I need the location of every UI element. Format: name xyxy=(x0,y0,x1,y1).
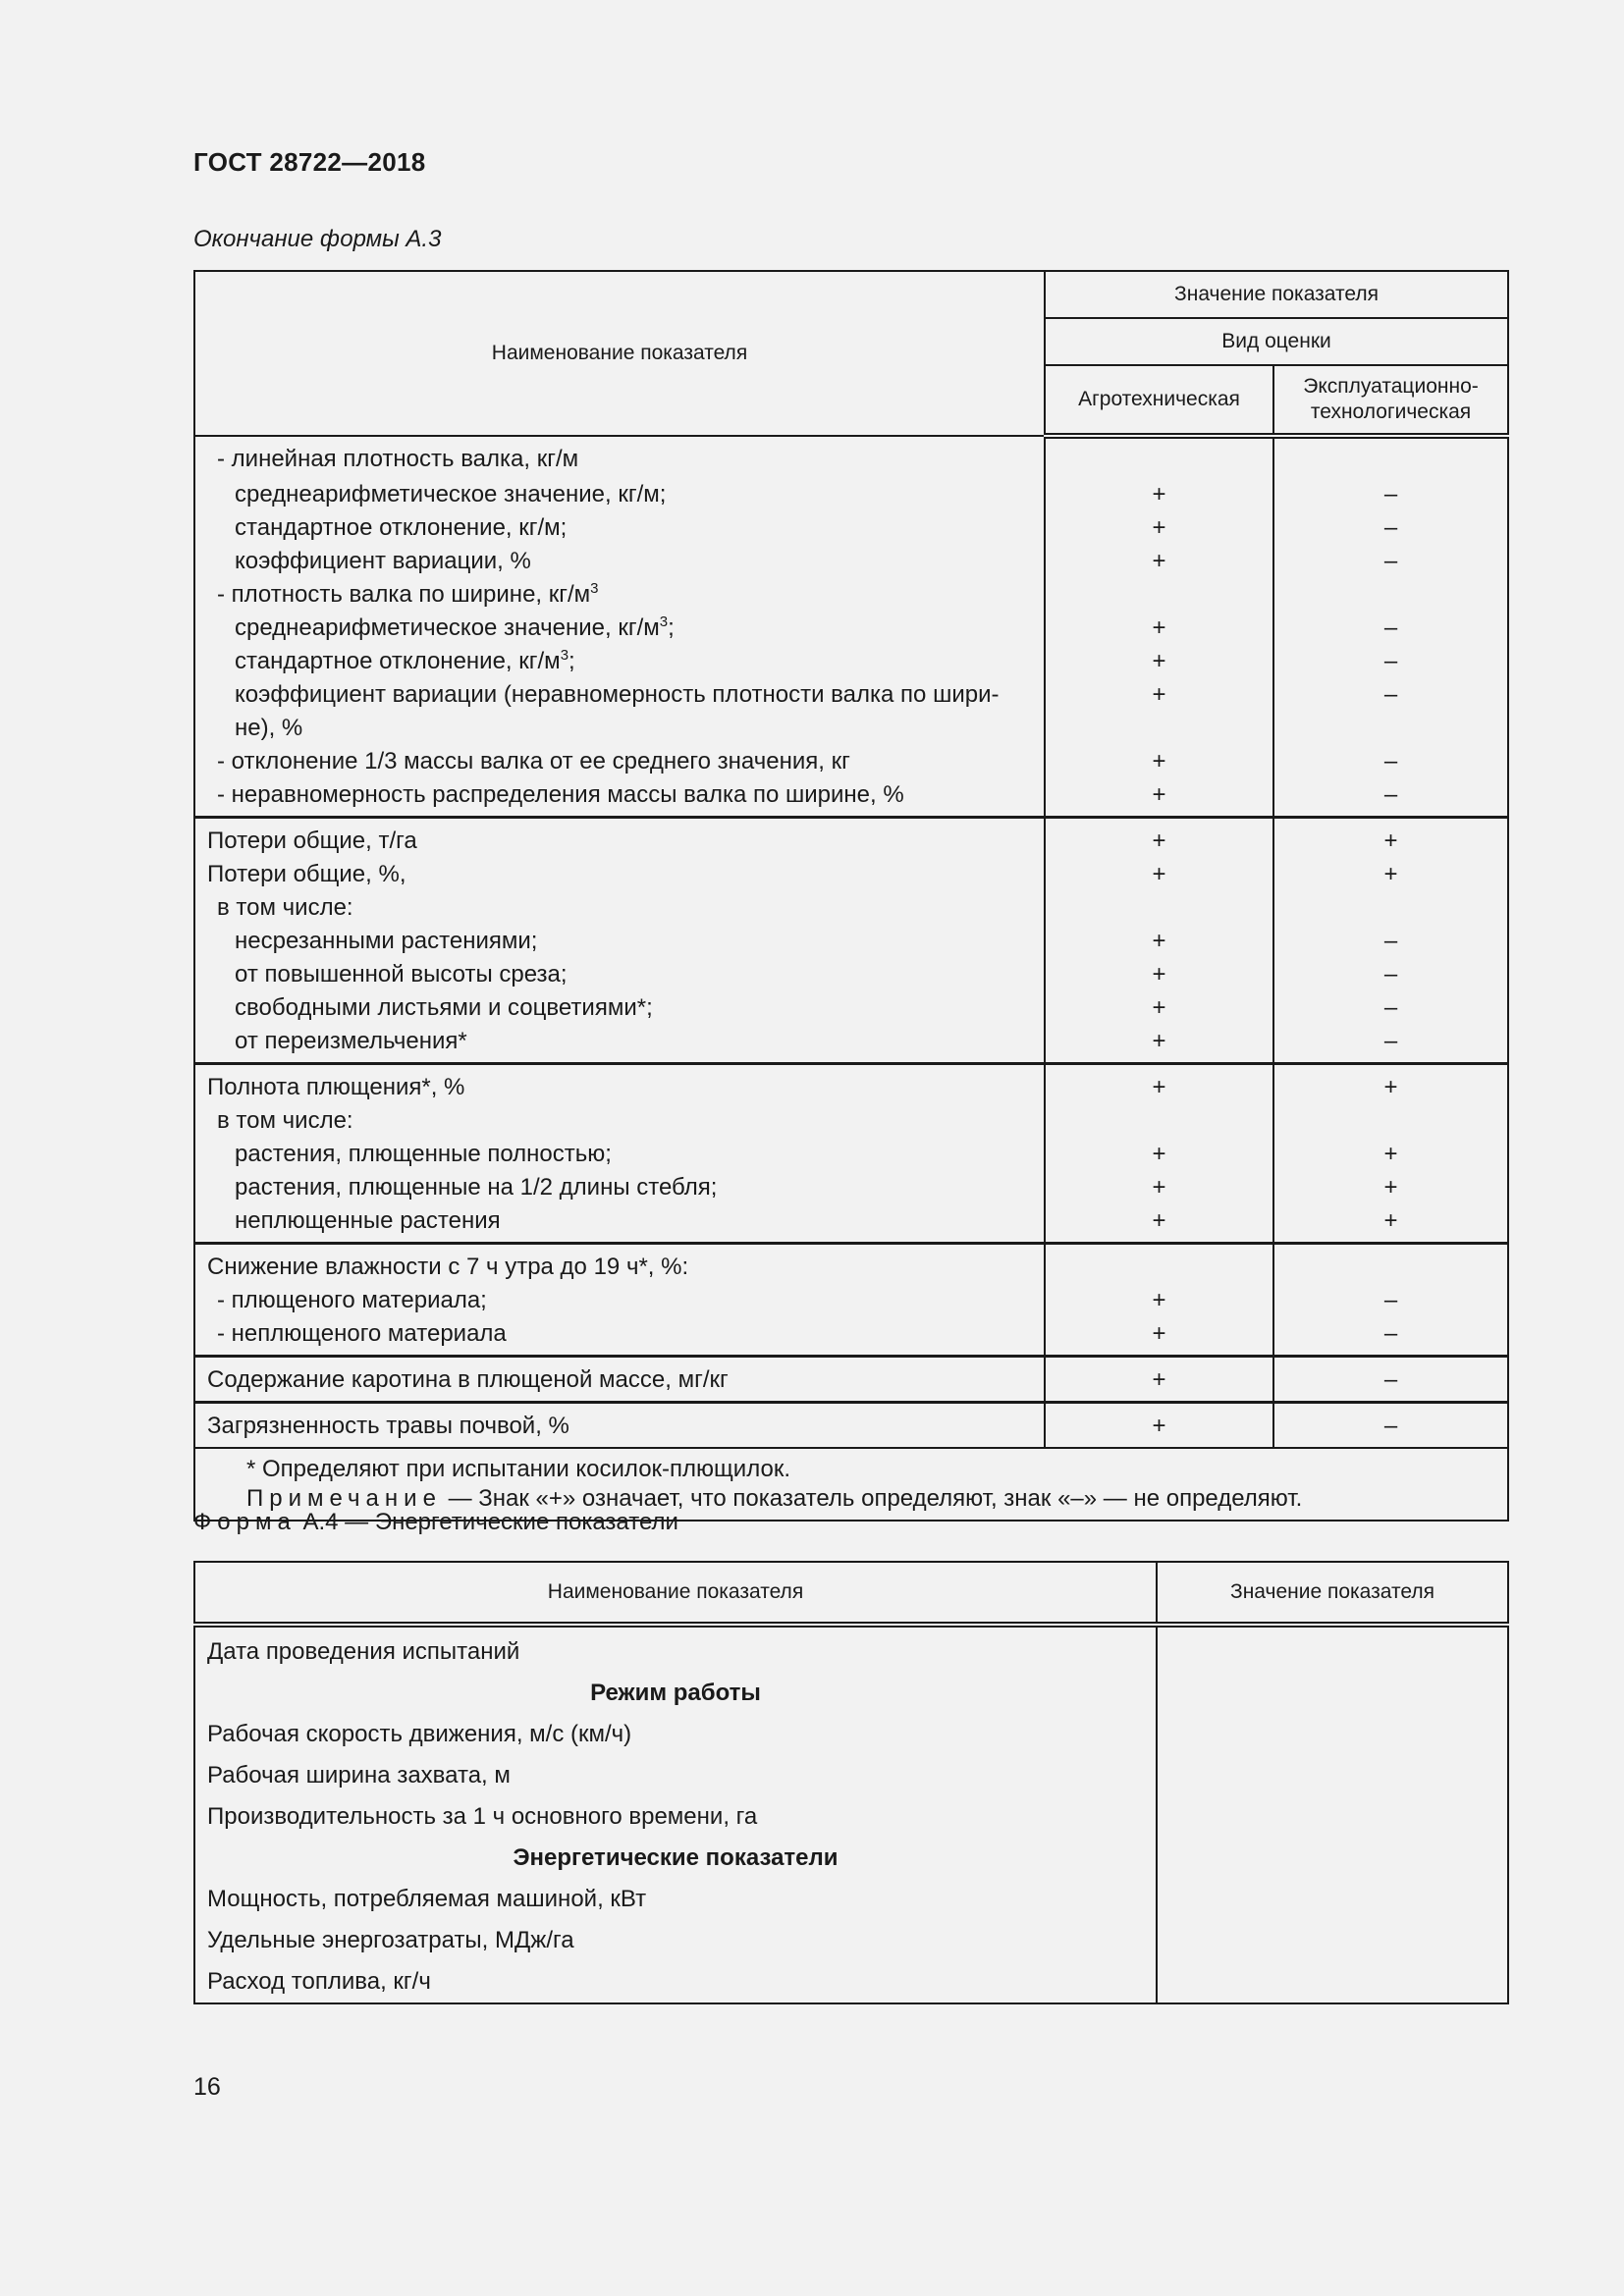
agrotechnical-value xyxy=(1045,891,1273,925)
indicator-label: Потери общие, %, xyxy=(207,861,406,887)
table-row xyxy=(194,1284,1508,1317)
indicator-name xyxy=(194,1204,1045,1244)
indicator-name: Рабочая скорость движения, м/с (км/ч) xyxy=(194,1714,1157,1755)
table-row xyxy=(194,1838,1508,1879)
agrotechnical-value: + xyxy=(1045,1025,1273,1064)
agrotechnical-value: + xyxy=(1045,1138,1273,1171)
indicator-name xyxy=(194,578,1045,612)
indicator-label: коэффициент вариации, % xyxy=(235,548,531,574)
agrotechnical-value: + xyxy=(1045,991,1273,1025)
indicator-name xyxy=(194,478,1045,511)
form-a4-table xyxy=(193,1561,1509,2004)
table-row xyxy=(194,1171,1508,1204)
indicator-label: в том числе: xyxy=(217,894,353,921)
operational-value: + xyxy=(1383,1174,1398,1201)
agrotechnical-value: + xyxy=(1045,958,1273,991)
operational-value: – xyxy=(1383,1028,1398,1054)
agrotechnical-value xyxy=(1045,1244,1273,1285)
section-heading: Режим работы xyxy=(194,1673,1157,1714)
indicator-name: Расход топлива, кг/ч xyxy=(194,1961,1157,2003)
indicator-value[interactable] xyxy=(1157,1838,1508,1879)
indicator-label: Потери общие, т/га xyxy=(207,828,417,854)
indicator-label: растения, плющенные на 1/2 длины стебля; xyxy=(235,1174,718,1201)
table-row xyxy=(194,818,1508,859)
agrotechnical-value: + xyxy=(1045,478,1273,511)
indicator-value[interactable] xyxy=(1157,1673,1508,1714)
agrotechnical-value: + xyxy=(1045,511,1273,545)
agrotechnical-value: + xyxy=(1045,545,1273,578)
agrotechnical-value: + xyxy=(1045,645,1273,678)
operational-value: – xyxy=(1383,648,1398,674)
indicator-name xyxy=(194,925,1045,958)
table-row xyxy=(194,1961,1508,2003)
table-row xyxy=(194,858,1508,891)
agrotechnical-value: + xyxy=(1045,678,1273,745)
table-row xyxy=(194,958,1508,991)
operational-value xyxy=(1273,578,1508,612)
header-value-column: Значение показателя xyxy=(1045,271,1508,318)
indicator-label: неплющенные растения xyxy=(235,1207,501,1234)
operational-value: – xyxy=(1383,748,1398,774)
indicator-label: среднеарифметическое значение, кг/м; xyxy=(235,481,667,507)
indicator-label: - плотность валка по ширине, кг/м xyxy=(217,581,591,608)
indicator-name xyxy=(194,436,1045,478)
agrotechnical-value xyxy=(1045,1104,1273,1138)
indicator-name xyxy=(194,778,1045,818)
operational-value xyxy=(1273,436,1508,478)
indicator-name: Мощность, потребляемая машиной, кВт xyxy=(194,1879,1157,1920)
indicator-name xyxy=(194,958,1045,991)
operational-value: – xyxy=(1273,1403,1508,1449)
agrotechnical-value: + xyxy=(1045,1204,1273,1244)
agrotechnical-value: + xyxy=(1045,778,1273,818)
indicator-name xyxy=(194,891,1045,925)
indicator-label: Снижение влажности с 7 ч утра до 19 ч*, %: xyxy=(207,1254,689,1280)
indicator-label: от повышенной высоты среза; xyxy=(235,961,568,988)
operational-value xyxy=(1273,1244,1508,1285)
header-kind-column: Вид оценки xyxy=(1045,318,1508,365)
label-tail: ; xyxy=(568,648,575,674)
form-a4-caption xyxy=(193,1509,678,1536)
agrotechnical-value: + xyxy=(1045,1171,1273,1204)
table-row xyxy=(194,1104,1508,1138)
indicator-label: растения, плющенные полностью; xyxy=(235,1141,612,1167)
operational-value: – xyxy=(1383,928,1398,954)
table-row xyxy=(194,1064,1508,1105)
indicator-value[interactable] xyxy=(1157,1796,1508,1838)
indicator-name xyxy=(194,678,1045,745)
indicator-name xyxy=(194,991,1045,1025)
table-row xyxy=(194,1244,1508,1285)
operational-value: + xyxy=(1383,1141,1398,1167)
indicator-name: Удельные энергозатраты, МДж/га xyxy=(194,1920,1157,1961)
note-word: Примечание xyxy=(246,1485,442,1512)
indicator-name xyxy=(194,1403,1045,1449)
note-text: — Знак «+» означает, что показатель определяют, знак «–» — не определяют. xyxy=(441,1485,1303,1512)
t2-header-value: Значение показателя xyxy=(1157,1562,1508,1625)
document-header: ГОСТ 28722—2018 xyxy=(193,147,426,177)
operational-value: + xyxy=(1383,1207,1398,1234)
operational-value: – xyxy=(1383,1320,1398,1347)
agrotechnical-value: + xyxy=(1045,1317,1273,1357)
table-row xyxy=(194,745,1508,778)
operational-value xyxy=(1273,891,1508,925)
indicator-label: - неплющеного материала xyxy=(217,1320,507,1347)
indicator-label: от переизмельчения* xyxy=(235,1028,467,1054)
indicator-name xyxy=(194,645,1045,678)
table-row xyxy=(194,545,1508,578)
agrotechnical-value: + xyxy=(1045,1064,1273,1105)
indicator-value[interactable] xyxy=(1157,1879,1508,1920)
indicator-name xyxy=(194,1138,1045,1171)
indicator-name xyxy=(194,1244,1045,1285)
table-row xyxy=(194,1204,1508,1244)
indicator-label: свободными листьями и соцветиями*; xyxy=(235,994,653,1021)
indicator-name xyxy=(194,545,1045,578)
indicator-name xyxy=(194,1357,1045,1403)
indicator-label: - плющеного материала; xyxy=(217,1287,487,1313)
superscript: 3 xyxy=(659,614,669,630)
operational-value: – xyxy=(1383,781,1398,808)
indicator-name xyxy=(194,511,1045,545)
indicator-label: среднеарифметическое значение, кг/м xyxy=(235,614,660,641)
indicator-label: стандартное отклонение, кг/м; xyxy=(235,514,568,541)
table-row xyxy=(194,678,1508,745)
indicator-name xyxy=(194,1284,1045,1317)
operational-value: – xyxy=(1383,548,1398,574)
agrotechnical-value: + xyxy=(1045,1357,1273,1403)
operational-value: – xyxy=(1383,1287,1398,1313)
table-row xyxy=(194,1920,1508,1961)
page-number: 16 xyxy=(193,2073,221,2101)
indicator-value[interactable] xyxy=(1157,1961,1508,2003)
table-row xyxy=(194,925,1508,958)
indicator-value[interactable] xyxy=(1157,1714,1508,1755)
operational-value: – xyxy=(1383,614,1398,641)
agrotechnical-value xyxy=(1045,436,1273,478)
indicator-label: Загрязненность травы почвой, % xyxy=(207,1413,569,1439)
indicator-name: Рабочая ширина захвата, м xyxy=(194,1755,1157,1796)
superscript: 3 xyxy=(560,647,569,664)
indicator-label: несрезанными растениями; xyxy=(235,928,538,954)
operational-value: + xyxy=(1273,818,1508,859)
table-row xyxy=(194,1357,1508,1403)
table-row xyxy=(194,778,1508,818)
table-row xyxy=(194,436,1508,478)
form-a4-title: А.4 — Энергетические показатели xyxy=(296,1509,678,1535)
section-heading: Энергетические показатели xyxy=(194,1838,1157,1879)
table-row xyxy=(194,645,1508,678)
operational-value xyxy=(1273,1104,1508,1138)
form-a3-table xyxy=(193,270,1509,1522)
table-row xyxy=(194,891,1508,925)
indicator-name xyxy=(194,745,1045,778)
agrotechnical-value: + xyxy=(1045,818,1273,859)
agrotechnical-value: + xyxy=(1045,858,1273,891)
indicator-name xyxy=(194,818,1045,859)
table-row xyxy=(194,1796,1508,1838)
label-tail: ; xyxy=(668,614,675,641)
operational-value: – xyxy=(1383,994,1398,1021)
agrotechnical-value: + xyxy=(1045,1284,1273,1317)
form-word: Форма xyxy=(193,1509,297,1535)
indicator-label: стандартное отклонение, кг/м xyxy=(235,648,561,674)
header-operational: Эксплуатационно- технологическая xyxy=(1273,365,1508,436)
footnote: * Определяют при испытании косилок-плющилок. xyxy=(246,1456,790,1482)
indicator-name: Производительность за 1 ч основного времени, га xyxy=(194,1796,1157,1838)
operational-value: – xyxy=(1383,961,1398,988)
indicator-name xyxy=(194,1025,1045,1064)
indicator-label: Полнота плющения*, % xyxy=(207,1074,465,1100)
table-row xyxy=(194,1025,1508,1064)
table-row xyxy=(194,478,1508,511)
operational-value: – xyxy=(1273,1357,1508,1403)
table-row xyxy=(194,1673,1508,1714)
table-row xyxy=(194,1403,1508,1449)
operational-value: – xyxy=(1383,514,1398,541)
table-row xyxy=(194,1879,1508,1920)
indicator-name xyxy=(194,1171,1045,1204)
agrotechnical-value: + xyxy=(1045,1403,1273,1449)
indicator-label: Содержание каротина в плющеной массе, мг/кг xyxy=(207,1366,729,1393)
superscript: 3 xyxy=(590,580,599,597)
table-row xyxy=(194,1317,1508,1357)
agrotechnical-value xyxy=(1045,578,1273,612)
form-a3-caption: Окончание формы А.3 xyxy=(193,226,442,252)
table-row xyxy=(194,578,1508,612)
agrotechnical-value: + xyxy=(1045,925,1273,958)
indicator-value[interactable] xyxy=(1157,1755,1508,1796)
indicator-value[interactable] xyxy=(1157,1625,1508,1673)
t2-header-name: Наименование показателя xyxy=(194,1562,1157,1625)
indicator-name: Дата проведения испытаний xyxy=(194,1625,1157,1673)
operational-value: + xyxy=(1273,1064,1508,1105)
indicator-label: - линейная плотность валка, кг/м xyxy=(217,446,579,472)
operational-value: + xyxy=(1383,861,1398,887)
table-row xyxy=(194,1625,1508,1673)
table-row xyxy=(194,991,1508,1025)
agrotechnical-value: + xyxy=(1045,612,1273,645)
table-row xyxy=(194,1755,1508,1796)
indicator-name xyxy=(194,612,1045,645)
indicator-label: - неравномерность распределения массы валка по ширине, % xyxy=(217,781,904,808)
table-row xyxy=(194,1138,1508,1171)
indicator-label: в том числе: xyxy=(217,1107,353,1134)
indicator-name xyxy=(194,1064,1045,1105)
agrotechnical-value: + xyxy=(1045,745,1273,778)
table-row xyxy=(194,612,1508,645)
indicator-label: коэффициент вариации (неравномерность плотности валка по шири-не), % xyxy=(235,681,1000,741)
operational-value: – xyxy=(1383,681,1398,708)
indicator-label: - отклонение 1/3 массы валка от ее среднего значения, кг xyxy=(217,748,850,774)
header-agrotechnical: Агротехническая xyxy=(1045,365,1273,436)
operational-value: – xyxy=(1383,481,1398,507)
indicator-name xyxy=(194,858,1045,891)
indicator-name xyxy=(194,1104,1045,1138)
indicator-value[interactable] xyxy=(1157,1920,1508,1961)
table-row xyxy=(194,511,1508,545)
indicator-name xyxy=(194,1317,1045,1357)
header-name-column: Наименование показателя xyxy=(194,271,1045,436)
table-row xyxy=(194,1714,1508,1755)
